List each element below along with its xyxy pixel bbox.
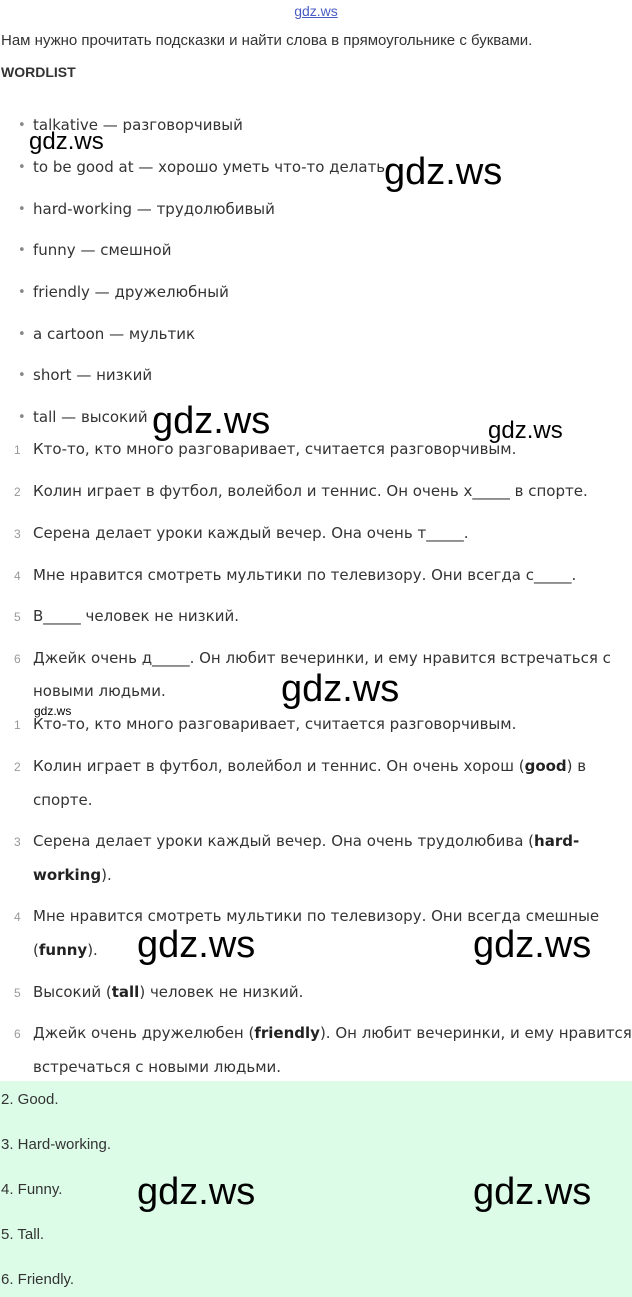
solution-number: 3 <box>14 835 21 849</box>
solution-line: Мне нравится смотреть мультики по телевизору. Они всегда смешные <box>33 907 600 925</box>
watermark: gdz.ws <box>34 704 72 718</box>
task-number: 4 <box>14 569 21 583</box>
solution-text: Колин играет в футбол, волейбол и теннис. Он очень хорош ( <box>33 757 525 775</box>
watermark: gdz.ws <box>137 924 256 966</box>
bullet-icon: • <box>18 160 26 175</box>
watermark: gdz.ws <box>384 151 503 193</box>
solution-number: 4 <box>14 910 21 924</box>
task-number: 6 <box>14 652 21 666</box>
task-number: 2 <box>14 485 21 499</box>
bullet-icon: • <box>18 285 26 300</box>
solution-number: 1 <box>14 718 21 732</box>
solution-text: ). <box>87 941 98 959</box>
watermark: gdz.ws <box>152 400 271 442</box>
answer-word: good <box>524 757 567 775</box>
task-line: В_____ человек не низкий. <box>33 607 239 625</box>
watermark: gdz.ws <box>281 668 400 710</box>
answer-item: 2. Good. <box>1 1091 59 1108</box>
answer-item: 5. Tall. <box>1 1226 45 1243</box>
answer-word: friendly <box>254 1024 320 1042</box>
solution-line <box>33 983 303 1001</box>
bullet-icon: • <box>18 118 26 133</box>
wordlist-item: funny — смешной <box>33 241 172 259</box>
solution-line <box>33 757 586 775</box>
bullet-icon: • <box>18 202 26 217</box>
watermark: gdz.ws <box>473 924 592 966</box>
solution-text: ) в <box>566 757 587 775</box>
task-line: Кто-то, кто много разговаривает, считается разговорчивым. <box>33 440 517 458</box>
solution-text: ). Он любит вечеринки, и ему нравится <box>319 1024 632 1042</box>
wordlist-item: tall — высокий <box>33 408 148 426</box>
solution-line <box>33 941 98 959</box>
solution-line: встречаться с новыми людьми. <box>33 1058 282 1076</box>
bullet-icon: • <box>18 410 26 425</box>
solution-text: ( <box>33 941 39 959</box>
answer-item: 6. Friendly. <box>1 1271 75 1288</box>
task-line: новыми людьми. <box>33 682 166 700</box>
watermark: gdz.ws <box>473 1171 592 1213</box>
answer-word: funny <box>38 941 88 959</box>
wordlist-item: friendly — дружелюбный <box>33 283 229 301</box>
site-link[interactable]: gdz.ws <box>294 3 338 19</box>
solution-line: спорте. <box>33 791 93 809</box>
task-number: 3 <box>14 527 21 541</box>
bullet-icon: • <box>18 327 26 342</box>
bullet-icon: • <box>18 243 26 258</box>
wordlist-item: short — низкий <box>33 366 153 384</box>
solution-text: ) человек не низкий. <box>139 983 304 1001</box>
bullet-icon: • <box>18 368 26 383</box>
wordlist-heading: WORDLIST <box>1 64 76 80</box>
task-number: 5 <box>14 610 21 624</box>
intro-text: Нам нужно прочитать подсказки и найти слова в прямоугольнике с буквами. <box>1 32 533 49</box>
task-line: Серена делает уроки каждый вечер. Она очень т_____. <box>33 524 469 542</box>
watermark: gdz.ws <box>488 417 563 444</box>
wordlist-item: to be good at — хорошо уметь что-то делать <box>33 158 386 176</box>
task-line: Джейк очень д_____. Он любит вечеринки, и ему нравится встречаться с <box>33 649 611 667</box>
wordlist-item: a cartoon — мультик <box>33 325 196 343</box>
solution-line: Кто-то, кто много разговаривает, считается разговорчивым. <box>33 715 517 733</box>
wordlist-item: talkative — разговорчивый <box>33 116 243 134</box>
solution-text: Серена делает уроки каждый вечер. Она очень трудолюбива ( <box>33 832 535 850</box>
wordlist-item: hard-working — трудолюбивый <box>33 200 275 218</box>
answer-word: tall <box>111 983 140 1001</box>
watermark: gdz.ws <box>29 128 104 155</box>
answer-item: 3. Hard-working. <box>1 1136 112 1153</box>
answer-item: 4. Funny. <box>1 1181 63 1198</box>
solution-number: 5 <box>14 986 21 1000</box>
watermark: gdz.ws <box>137 1171 256 1213</box>
solution-number: 6 <box>14 1027 21 1041</box>
solution-line <box>33 866 112 884</box>
solution-text: Джейк очень дружелюбен ( <box>33 1024 255 1042</box>
task-number: 1 <box>14 443 21 457</box>
solution-line <box>33 1024 632 1042</box>
answer-word: hard- <box>534 832 580 850</box>
solution-line <box>33 832 579 850</box>
solution-text: Высокий ( <box>33 983 112 1001</box>
answer-word: working <box>33 866 102 884</box>
task-line: Мне нравится смотреть мультики по телевизору. Они всегда с_____. <box>33 566 577 584</box>
solution-text: ). <box>101 866 112 884</box>
task-line: Колин играет в футбол, волейбол и теннис. Он очень х_____ в спорте. <box>33 482 588 500</box>
solution-number: 2 <box>14 760 21 774</box>
